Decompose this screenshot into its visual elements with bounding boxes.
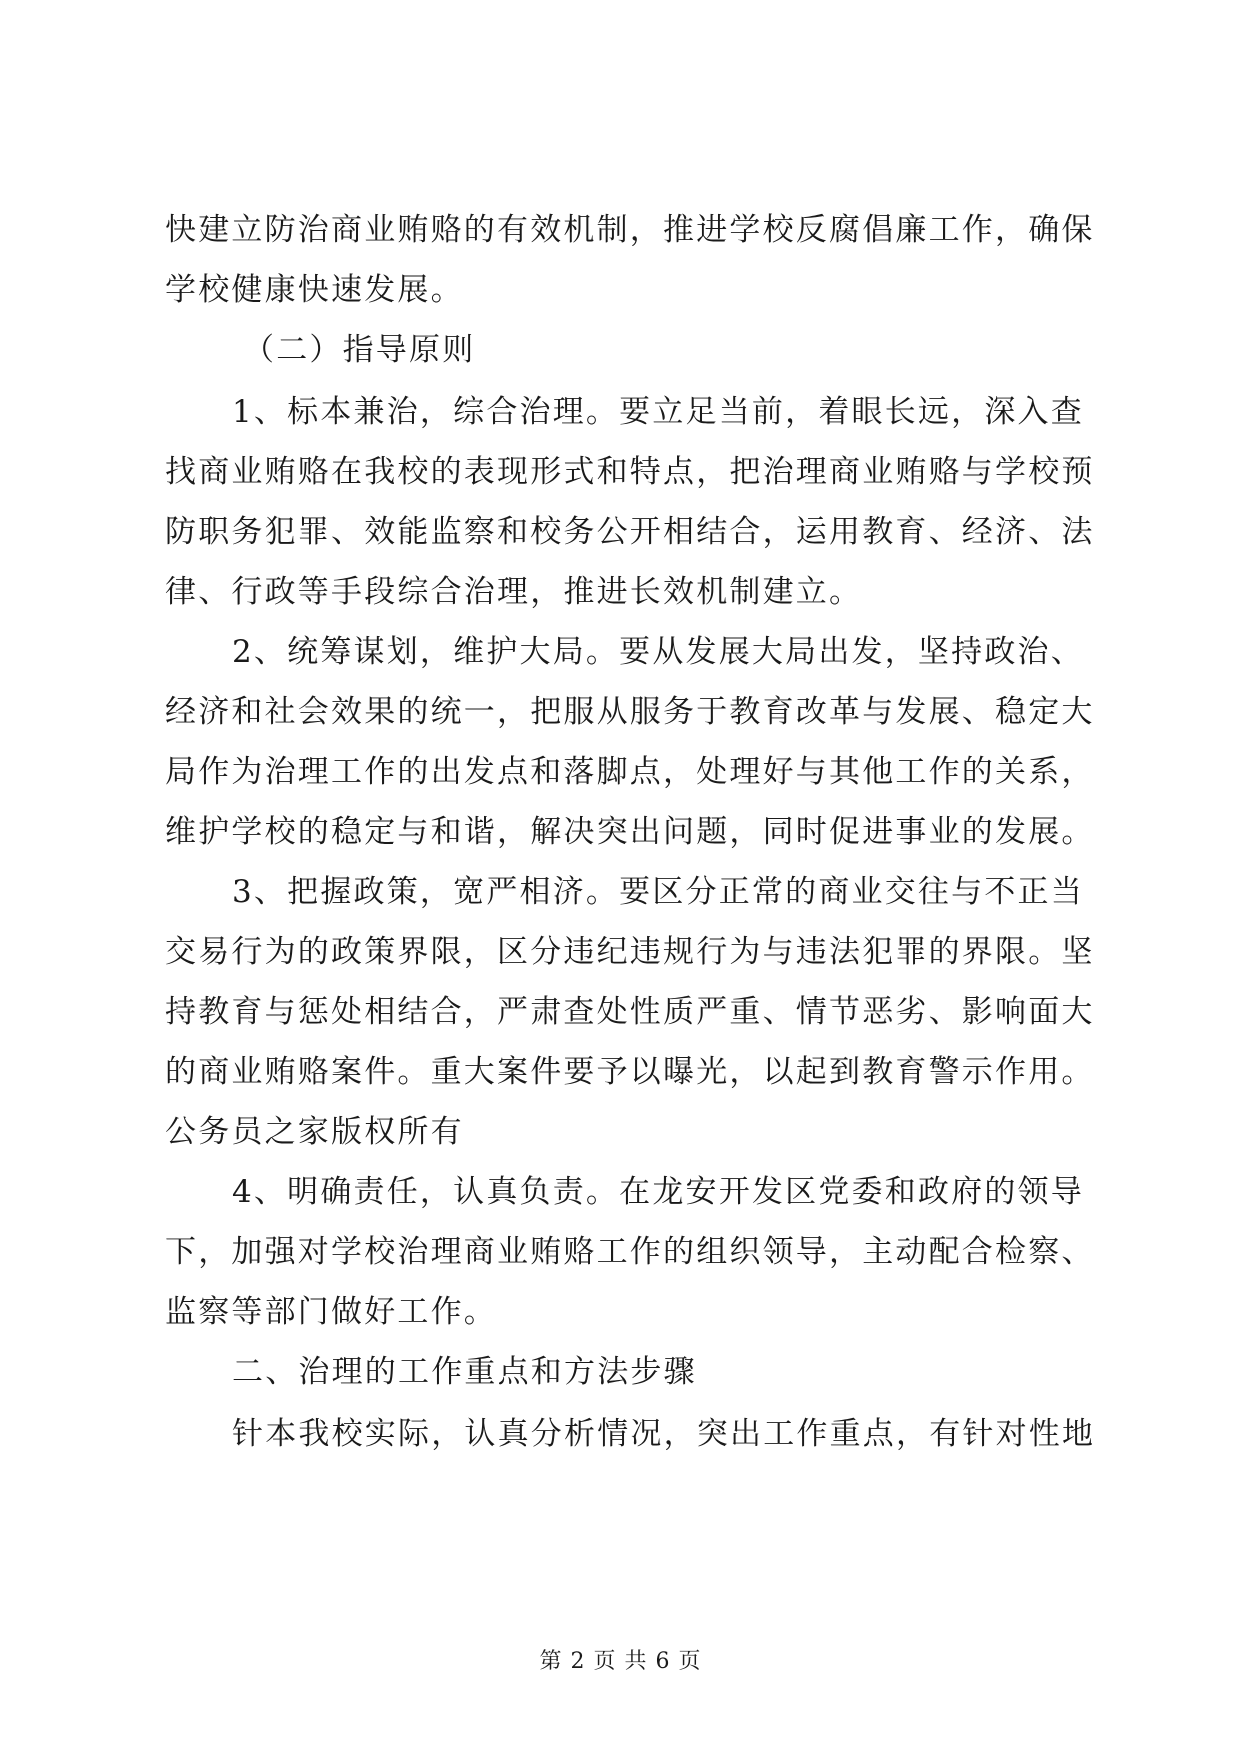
text-line: 找商业贿赂在我校的表现形式和特点，把治理商业贿赂与学校预 (165, 454, 1095, 490)
text-line: 下，加强对学校治理商业贿赂工作的组织领导，主动配合检察、 (165, 1234, 1095, 1270)
text-line: 律、行政等手段综合治理，推进长效机制建立。 (165, 574, 863, 610)
text-line: 公务员之家版权所有 (165, 1114, 464, 1150)
text-line: 的商业贿赂案件。重大案件要予以曝光，以起到教育警示作用。 (165, 1054, 1095, 1090)
paragraph-start: 针本我校实际，认真分析情况，突出工作重点，有针对性地 (232, 1416, 1096, 1452)
paragraph-start: 4、明确责任，认真负责。在龙安开发区党委和政府的领导 (232, 1174, 1084, 1210)
text-line: 监察等部门做好工作。 (165, 1294, 497, 1330)
section-heading: 二、治理的工作重点和方法步骤 (232, 1354, 697, 1390)
text-line: 学校健康快速发展。 (165, 272, 464, 308)
text-line: 持教育与惩处相结合，严肃查处性质严重、情节恶劣、影响面大 (165, 994, 1095, 1030)
text-line: 交易行为的政策界限，区分违纪违规行为与违法犯罪的界限。坚 (165, 934, 1095, 970)
paragraph-start: 1、标本兼治，综合治理。要立足当前，着眼长远，深入查 (232, 394, 1084, 430)
paragraph-start: 3、把握政策，宽严相济。要区分正常的商业交往与不正当 (232, 874, 1084, 910)
text-line: 局作为治理工作的出发点和落脚点，处理好与其他工作的关系， (165, 754, 1095, 790)
page-footer: 第 2 页 共 6 页 (539, 1649, 702, 1674)
text-line: 快建立防治商业贿赂的有效机制，推进学校反腐倡廉工作，确保 (165, 212, 1095, 248)
text-line: 维护学校的稳定与和谐，解决突出问题，同时促进事业的发展。 (165, 814, 1095, 850)
paragraph-start: 2、统筹谋划，维护大局。要从发展大局出发，坚持政治、 (232, 634, 1084, 670)
section-heading: （二）指导原则 (243, 332, 476, 368)
text-line: 防职务犯罪、效能监察和校务公开相结合，运用教育、经济、法 (165, 514, 1095, 550)
text-line: 经济和社会效果的统一，把服从服务于教育改革与发展、稳定大 (165, 694, 1095, 730)
